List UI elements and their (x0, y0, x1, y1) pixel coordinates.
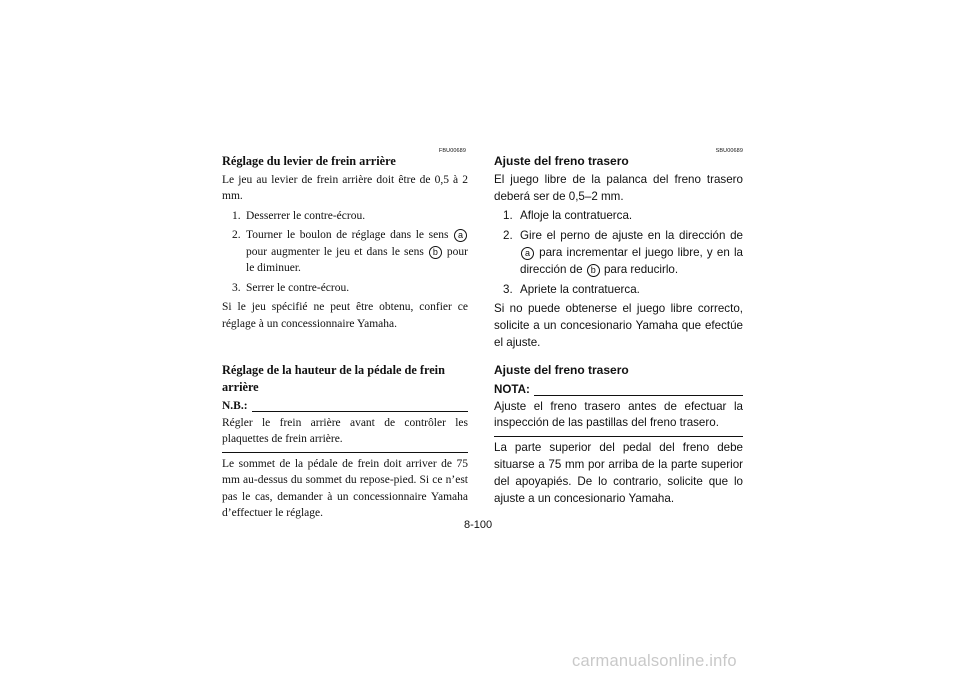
es-note-rule (494, 436, 743, 437)
es-step-1: 1. Afloje la contratuerca. (503, 209, 633, 223)
fr-note-rule (222, 452, 468, 453)
es-note-text: Ajuste el freno trasero antes de efectuar la inspección de las pastillas del freno trasero. (494, 399, 743, 430)
marker-a-icon: a (454, 229, 467, 242)
es-intro: El juego libre de la palanca del freno trasero deberá ser de 0,5–2 mm. (494, 172, 743, 203)
fr-step-3: 3. Serrer le contre-écrou. (232, 281, 350, 294)
es-pedal-body: La parte superior del pedal del freno debe situarse a 75 mm por arriba de la parte superior del apoyapiés. De lo contrario, solicite que lo ajuste a un concesionario Yamaha. (494, 441, 743, 505)
es-steps (494, 208, 743, 298)
fr-step-1: 1. Desserrer le contre-écrou. (232, 209, 366, 222)
watermark: carmanualsonline.info (572, 652, 737, 670)
es-title-pedal: Ajuste del freno trasero (494, 363, 629, 377)
marker-b-icon: b (587, 264, 600, 277)
fr-title-pedal: Réglage de la hauteur de la pédale de frein arrière (222, 363, 445, 394)
es-title-lever: Ajuste del freno trasero (494, 154, 629, 168)
es-step-3: 3. Apriete la contratuerca. (503, 282, 640, 296)
fr-steps (222, 208, 468, 297)
fr-note-text: Régler le frein arrière avant de contrôler les plaquettes de frein arrière. (222, 416, 468, 445)
es-note-line (534, 395, 743, 396)
es-step-2: 2. Gire el perno de ajuste en la dirección de a para incrementar el juego libre, y en la dirección de b para reducirlo. (503, 229, 743, 276)
es-section-pedal (494, 362, 743, 507)
fr-section-pedal (222, 362, 468, 522)
es-section-lever (494, 153, 743, 352)
es-closing: Si no puede obtenerse el juego libre correcto, solicite a un concesionario Yamaha que efectúe el ajuste. (494, 302, 743, 349)
es-note-label: NOTA: (494, 382, 530, 396)
fr-note-header (222, 398, 468, 415)
fr-section-code: FBU00689 (438, 148, 466, 154)
es-section-code: SBU00689 (715, 148, 743, 154)
fr-section-lever (222, 153, 468, 332)
es-note-header (494, 382, 743, 399)
fr-closing: Si le jeu spécifié ne peut être obtenu, confier ce réglage à un concessionnaire Yamaha. (222, 301, 468, 330)
fr-note-line (252, 411, 468, 412)
fr-title-lever: Réglage du levier de frein arrière (222, 154, 396, 168)
fr-intro: Le jeu au levier de frein arrière doit être de 0,5 à 2 mm. (222, 173, 468, 202)
fr-step-2: 2. Tourner le boulon de réglage dans le sens a pour augmenter le jeu et dans le sens b pour le diminuer. (232, 229, 468, 274)
fr-note-label: N.B.: (222, 400, 248, 412)
marker-b-icon: b (429, 246, 442, 259)
page-number: 8-100 (464, 519, 493, 531)
fr-pedal-body: Le sommet de la pédale de frein doit arriver de 75 mm au-dessus du sommet du repose-pied. Si ce n’est pas le cas, demander à un concessionnaire Yamaha d’effectuer le réglage. (222, 457, 468, 519)
marker-a-icon: a (521, 247, 534, 260)
